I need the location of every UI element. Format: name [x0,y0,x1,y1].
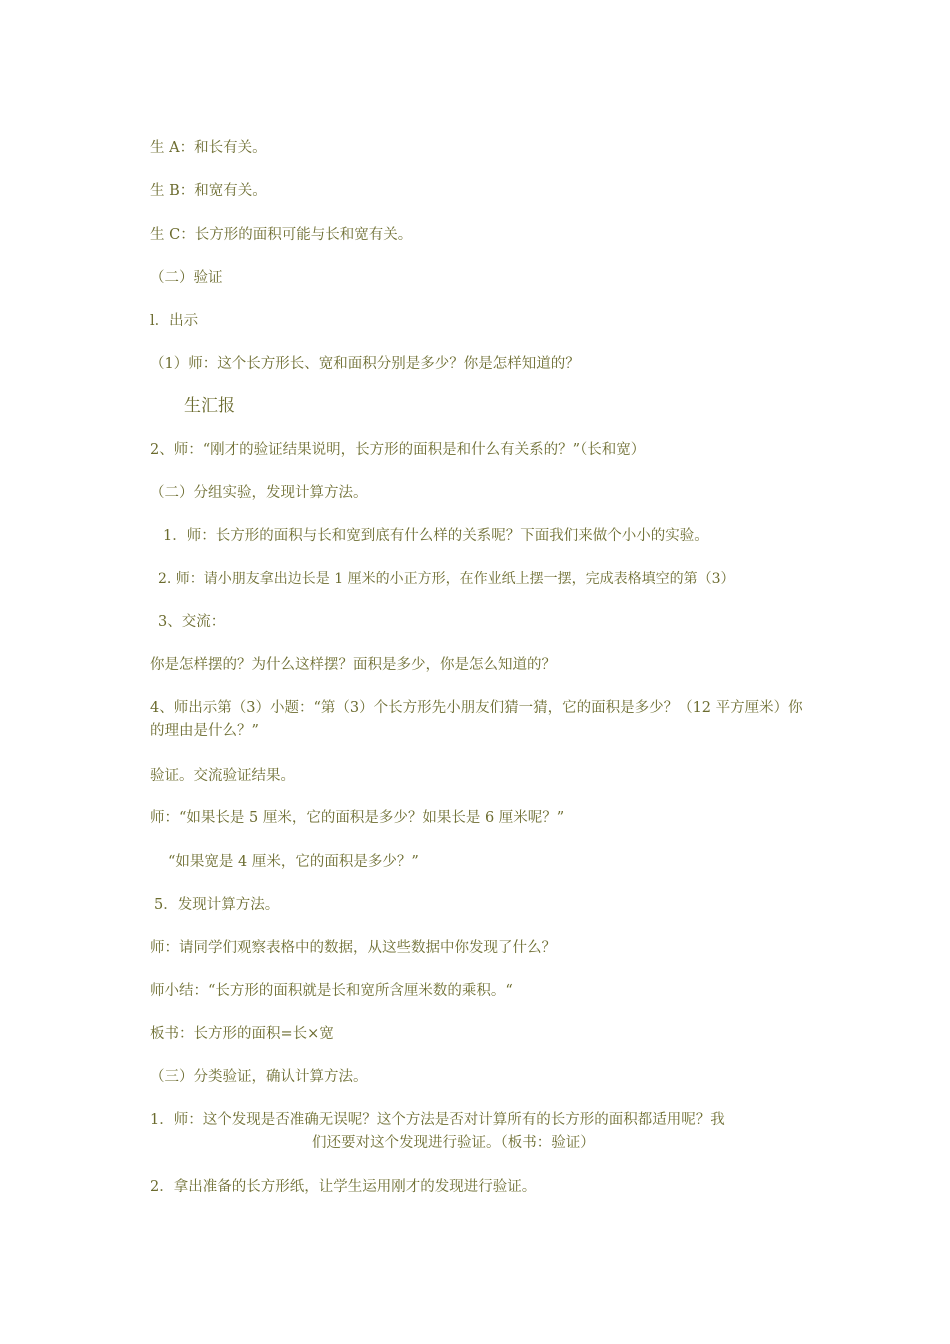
paragraph-step-2: 2. 师：请小朋友拿出边长是 1 厘米的小正方形，在作业纸上摆一摆，完成表格填空的第（3） [158,571,735,587]
paragraph-student-report: 生汇报 [184,396,235,416]
section-heading-verify: （二）验证 [150,270,223,286]
paragraph-width-question: “如果宽是 4 厘米，它的面积是多少？” [168,854,419,870]
paragraph-teacher-question-2: 2、师：“刚才的验证结果说明，长方形的面积是和什么有关系的？”（长和宽） [150,442,646,458]
paragraph-step-3: 3、交流： [158,614,226,630]
paragraph-teacher-summary: 师小结：“长方形的面积就是长和宽所含厘米数的乘积。“ [150,983,513,999]
paragraph-step-5: 5．发现计算方法。 [154,897,280,913]
paragraph-exchange-questions: 你是怎样摆的？为什么这样摆？面积是多少，你是怎么知道的？ [150,657,556,673]
paragraph-student-b: 生 B：和宽有关。 [150,183,267,199]
paragraph-student-a: 生 A：和长有关。 [150,140,267,156]
paragraph-student-c: 生 C：长方形的面积可能与长和宽有关。 [150,227,413,243]
paragraph-teacher-length-question: 师：“如果长是 5 厘米，它的面积是多少？如果长是 6 厘米呢？” [150,810,565,826]
paragraph-step-verify-2: 2．拿出准备的长方形纸，让学生运用刚才的发现进行验证。 [150,1179,537,1195]
paragraph-teacher-question-1: （1）师：这个长方形长、宽和面积分别是多少？你是怎样知道的？ [150,356,580,372]
paragraph-step-verify-1-continued: 们还要对这个发现进行验证。（板书：验证） [312,1135,595,1151]
section-heading-group-experiment: （二）分组实验，发现计算方法。 [150,485,368,501]
paragraph-show: l．出示 [150,313,199,329]
paragraph-blackboard-formula: 板书：长方形的面积=长×宽 [150,1026,334,1042]
paragraph-step-4: 4、师出示第（3）小题：“第（3）个长方形先小朋友们猜一猜，它的面积是多少？（12 平方厘米）你的理由是什么？” [150,700,803,739]
paragraph-verify-results: 验证。交流验证结果。 [150,768,295,784]
section-heading-classify-verify: （三）分类验证，确认计算方法。 [150,1069,368,1085]
paragraph-observe-table: 师：请同学们观察表格中的数据，从这些数据中你发现了什么？ [150,940,556,956]
paragraph-step-1: 1．师：长方形的面积与长和宽到底有什么样的关系呢？下面我们来做个小小的实验。 [163,528,709,544]
paragraph-step-verify-1: 1．师：这个发现是否准确无误呢？这个方法是否对计算所有的长方形的面积都适用呢？我 [150,1112,725,1128]
